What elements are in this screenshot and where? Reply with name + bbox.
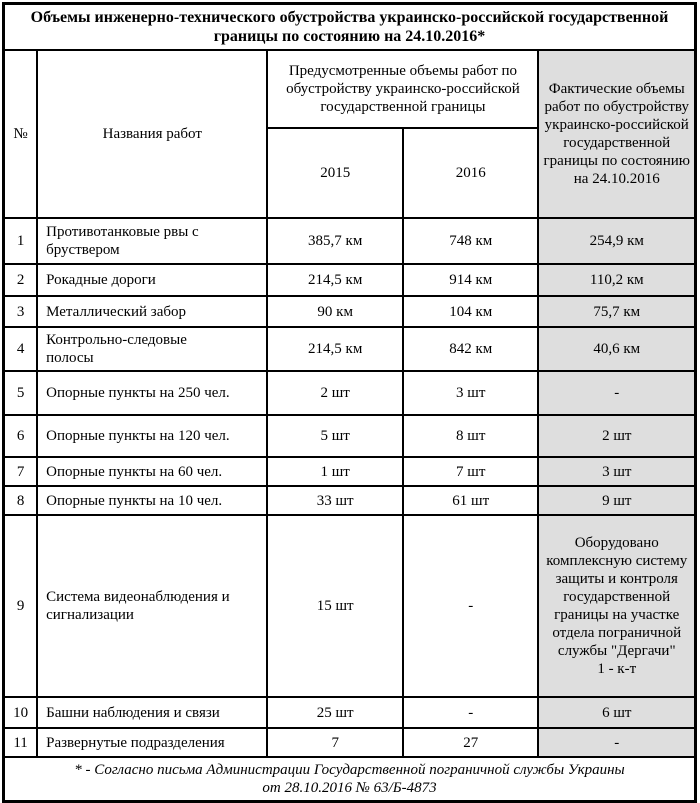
value-actual: 9 шт [538, 486, 695, 515]
value-actual: 75,7 км [538, 296, 695, 327]
actual-note-count: 1 - к-т [597, 661, 637, 677]
page-title: Объемы инженерно-технического обустройства украинско-российской государственной границы по состоянию на 24.10.2016* [4, 4, 696, 51]
value-2015: 15 шт [267, 515, 403, 697]
value-actual: 2 шт [538, 415, 695, 457]
value-actual: - [538, 728, 695, 757]
work-name: Опорные пункты на 10 чел. [37, 486, 267, 515]
value-actual: 110,2 км [538, 264, 695, 296]
row-number: 3 [4, 296, 38, 327]
column-header-year-2016: 2016 [403, 128, 539, 218]
work-name: Противотанковые рвы с бруствером [37, 218, 267, 264]
work-name: Рокадные дороги [37, 264, 267, 296]
actual-note-text: Оборудовано комплексную систему защиты и контроля государственной границы на участке отдела пограничной службы "Дергачи" [546, 535, 688, 659]
value-2016: 8 шт [403, 415, 539, 457]
table-row [4, 371, 696, 415]
value-2015: 214,5 км [267, 264, 403, 296]
footnote-line-2: от 28.10.2016 № 63/Б-4873 [262, 780, 437, 796]
value-2015: 5 шт [267, 415, 403, 457]
value-2015: 2 шт [267, 371, 403, 415]
table-row [4, 296, 696, 327]
table-row [4, 264, 696, 296]
work-name: Контрольно-следовые полосы [37, 327, 267, 371]
row-number: 5 [4, 371, 38, 415]
footnote-line-1: * - Согласно письма Администрации Государственной пограничной службы Украины [74, 762, 625, 778]
row-number: 9 [4, 515, 38, 697]
value-actual: 254,9 км [538, 218, 695, 264]
work-name: Развернутые подразделения [37, 728, 267, 757]
work-name: Опорные пункты на 60 чел. [37, 457, 267, 486]
work-name: Башни наблюдения и связи [37, 697, 267, 728]
title-row [4, 4, 696, 51]
column-header-year-2015: 2015 [267, 128, 403, 218]
value-2016: - [403, 515, 539, 697]
table-row [4, 515, 696, 697]
value-2016: 748 км [403, 218, 539, 264]
table-body [4, 218, 696, 802]
value-actual [538, 515, 695, 697]
table-row [4, 697, 696, 728]
footnote [4, 757, 696, 802]
value-2015: 90 км [267, 296, 403, 327]
work-name: Опорные пункты на 120 чел. [37, 415, 267, 457]
value-actual: - [538, 371, 695, 415]
table-row [4, 218, 696, 264]
value-2016: 3 шт [403, 371, 539, 415]
value-2015: 7 [267, 728, 403, 757]
value-actual: 6 шт [538, 697, 695, 728]
table-row [4, 457, 696, 486]
work-name: Опорные пункты на 250 чел. [37, 371, 267, 415]
row-number: 1 [4, 218, 38, 264]
column-header-number: № [4, 50, 38, 218]
value-2015: 1 шт [267, 457, 403, 486]
value-actual: 40,6 км [538, 327, 695, 371]
value-2016: 61 шт [403, 486, 539, 515]
row-number: 8 [4, 486, 38, 515]
value-2016: 27 [403, 728, 539, 757]
column-header-actual-volumes: Фактические объемы работ по обустройству украинско-российской государственной границы по состоянию на 24.10.2016 [538, 50, 695, 218]
table-row [4, 728, 696, 757]
footnote-row [4, 757, 696, 802]
row-number: 7 [4, 457, 38, 486]
row-number: 11 [4, 728, 38, 757]
table-header [4, 4, 696, 219]
table-row [4, 327, 696, 371]
work-name: Металлический забор [37, 296, 267, 327]
value-actual: 3 шт [538, 457, 695, 486]
value-2016: 842 км [403, 327, 539, 371]
border-volumes-table [2, 2, 697, 803]
value-2016: 104 км [403, 296, 539, 327]
column-header-planned-volumes: Предусмотренные объемы работ по обустройству украинско-российской государственной границы [267, 50, 538, 128]
header-row-top [4, 50, 696, 128]
row-number: 10 [4, 697, 38, 728]
row-number: 2 [4, 264, 38, 296]
value-2015: 385,7 км [267, 218, 403, 264]
table-row [4, 415, 696, 457]
value-2015: 214,5 км [267, 327, 403, 371]
value-2016: 914 км [403, 264, 539, 296]
work-name: Система видеонаблюдения и сигнализации [37, 515, 267, 697]
table-row [4, 486, 696, 515]
value-2016: 7 шт [403, 457, 539, 486]
row-number: 4 [4, 327, 38, 371]
column-header-work-names: Названия работ [37, 50, 267, 218]
row-number: 6 [4, 415, 38, 457]
value-2015: 33 шт [267, 486, 403, 515]
value-2016: - [403, 697, 539, 728]
value-2015: 25 шт [267, 697, 403, 728]
